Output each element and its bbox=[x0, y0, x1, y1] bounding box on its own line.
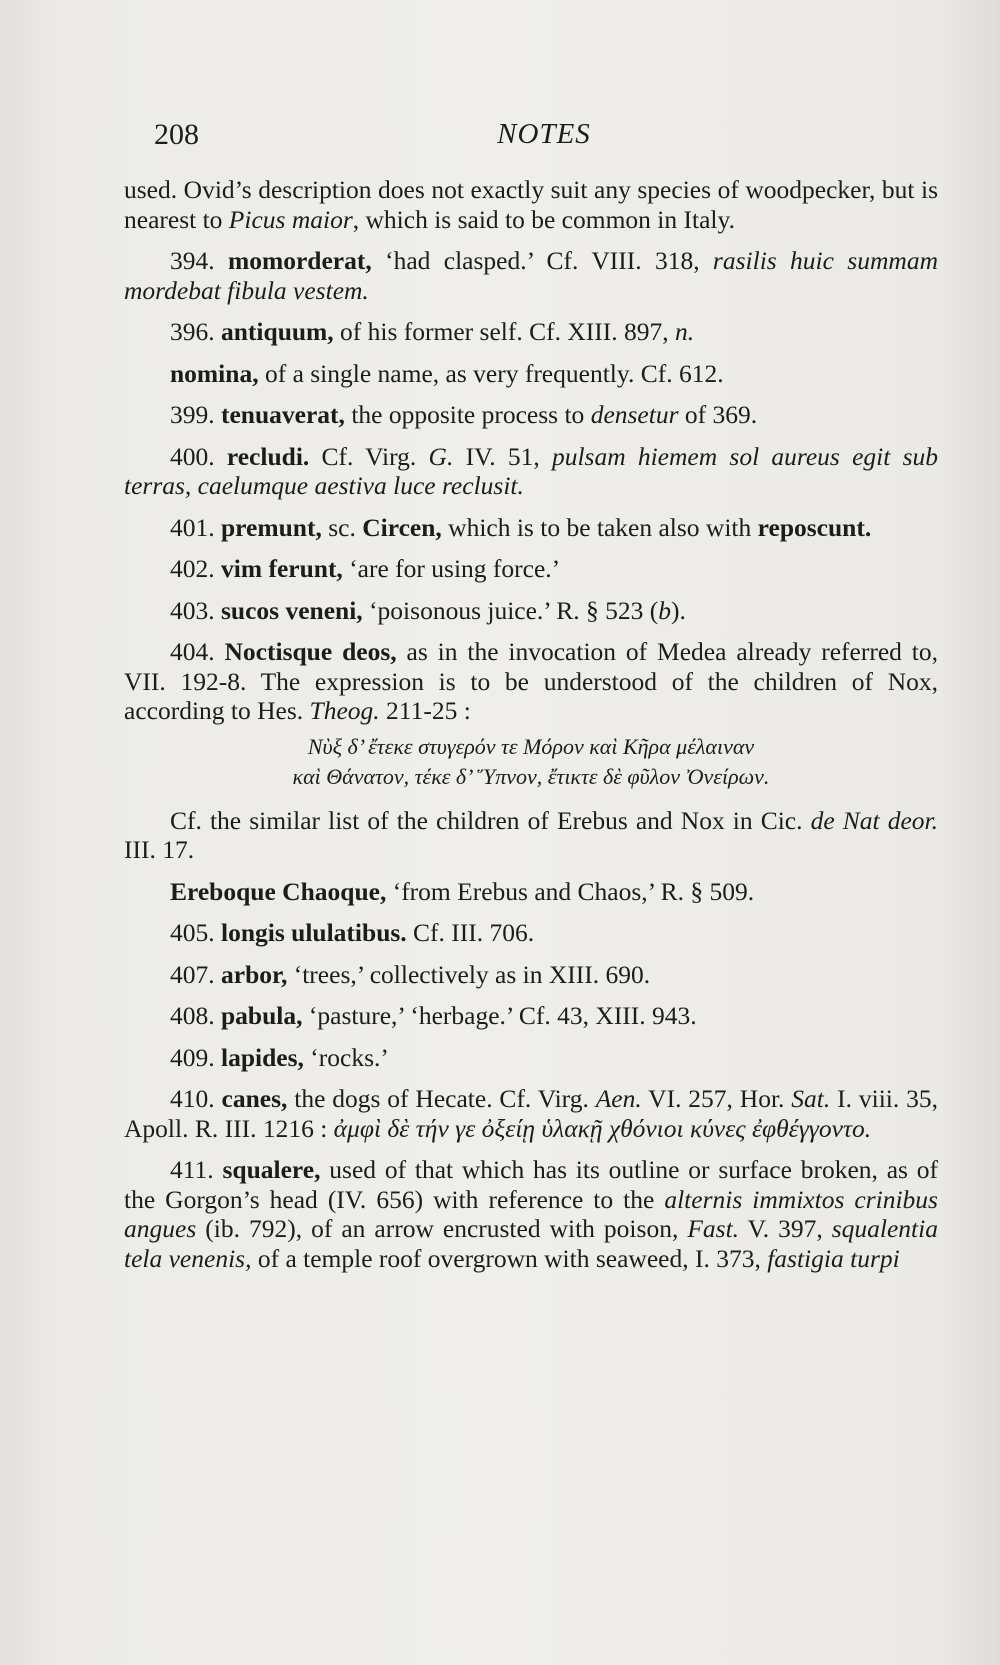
note-continuation bbox=[124, 175, 938, 234]
note-text: ‘rocks.’ bbox=[303, 1042, 389, 1072]
note-410 bbox=[124, 1084, 938, 1143]
note-text: ‘pasture,’ ‘herbage.’ Cf. 43, XIII. 943. bbox=[302, 1001, 697, 1030]
work-title: G. bbox=[428, 441, 454, 471]
note-text: of a temple roof overgrown with seaweed, I. 373, bbox=[251, 1243, 768, 1273]
note-text: of his former self. Cf. XIII. 897, bbox=[333, 317, 676, 346]
lemma: Ereboque Chaoque, bbox=[170, 876, 387, 906]
lemma: recludi. bbox=[226, 441, 310, 471]
note-text: Cf. III. 706. bbox=[406, 918, 535, 947]
note-text: of a single name, as very frequently. Cf. 612. bbox=[258, 358, 724, 388]
note-404 bbox=[124, 637, 938, 726]
lemma: sucos veneni, bbox=[221, 595, 363, 625]
lemma: canes, bbox=[221, 1084, 288, 1113]
lemma: squalere, bbox=[222, 1155, 321, 1184]
work-title: Sat. bbox=[791, 1084, 831, 1113]
note-399 bbox=[124, 400, 938, 430]
note-text: ‘are for using force.’ bbox=[342, 554, 561, 583]
latin-quote: squalentia tela venenis, bbox=[124, 1214, 938, 1273]
note-ereboque bbox=[124, 877, 938, 907]
lemma: arbor, bbox=[221, 959, 288, 989]
note-408 bbox=[124, 1001, 938, 1031]
note-text: used of that which has its outline or surface broken, as of the Gorgon’s head (IV. 656) with reference to the bbox=[124, 1155, 938, 1214]
note-text: III. 17. bbox=[124, 835, 195, 864]
species-name: Picus maior bbox=[228, 204, 353, 234]
running-head: NOTES bbox=[497, 118, 591, 150]
note-text: ). bbox=[671, 595, 686, 625]
lemma: premunt, bbox=[221, 512, 322, 542]
note-text: of 369. bbox=[678, 400, 758, 429]
greek-line: Νὺξ δ’ ἔτεκε στυγερόν τε Μόρον καὶ Κῆρα μέλαιναν bbox=[307, 733, 755, 759]
page-header bbox=[154, 118, 934, 162]
lemma: Noctisque deos, bbox=[224, 637, 397, 666]
page-number: 208 bbox=[154, 118, 199, 151]
line-number: 409. bbox=[170, 1042, 221, 1072]
lemma: nomina, bbox=[170, 358, 259, 388]
greek-line: καὶ Θάνατον, τέκε δ’ Ὕπνον, ἔτικτε δὲ φῦλον Ὀνείρων. bbox=[292, 763, 770, 789]
note-text: 211-25 : bbox=[379, 696, 471, 725]
note-text: used. Ovid’s description does not exactly suit any species of woodpecker, but is nearest to bbox=[124, 175, 938, 234]
line-number: 399. bbox=[170, 400, 221, 429]
greek-quotation bbox=[124, 732, 938, 792]
notes-body bbox=[124, 175, 938, 1285]
lemma: antiquum, bbox=[221, 317, 334, 346]
note-text: IV. 51, bbox=[453, 441, 552, 471]
note-409 bbox=[124, 1043, 938, 1073]
line-number: 404. bbox=[170, 637, 225, 666]
reference: n. bbox=[675, 317, 695, 346]
lemma: lapides, bbox=[221, 1042, 304, 1072]
work-title: de Nat deor. bbox=[810, 805, 938, 835]
note-405 bbox=[124, 918, 938, 948]
latin-quote: alternis immixtos crinibus angues bbox=[124, 1184, 938, 1243]
note-text: which is to be taken also with bbox=[441, 512, 758, 542]
line-number: 402. bbox=[170, 554, 221, 583]
note-text: , which is said to be common in Italy. bbox=[352, 204, 735, 234]
work-title: Aen. bbox=[595, 1084, 642, 1113]
lemma: tenuaverat, bbox=[221, 400, 345, 429]
note-text: Cf. the similar list of the children of Erebus and Nox in Cic. bbox=[170, 805, 811, 835]
latin-quote: fastigia turpi bbox=[767, 1243, 900, 1273]
note-404-cf bbox=[124, 806, 938, 865]
latin-quote: rasilis huic summam mordebat fibula vestem. bbox=[124, 246, 938, 305]
lemma: vim ferunt, bbox=[221, 554, 343, 583]
note-text: as in the invocation of Medea already referred to, VII. 192-8. The expression is to be understood of the children of Nox, according to Hes. bbox=[124, 637, 939, 725]
note-text: Cf. Virg. bbox=[309, 441, 429, 471]
work-title: Fast. bbox=[687, 1214, 740, 1243]
note-407 bbox=[124, 960, 938, 990]
note-text: sc. bbox=[321, 512, 363, 542]
note-396 bbox=[124, 317, 938, 347]
line-number: 407. bbox=[170, 959, 221, 989]
line-number: 410. bbox=[170, 1084, 222, 1113]
note-text: VI. 257, Hor. bbox=[641, 1084, 792, 1113]
lemma: momorderat, bbox=[227, 246, 372, 275]
line-number: 394. bbox=[170, 246, 228, 275]
note-401 bbox=[124, 513, 938, 543]
note-403 bbox=[124, 596, 938, 626]
lemma: reposcunt. bbox=[757, 512, 872, 542]
line-number: 408. bbox=[170, 1001, 221, 1030]
note-402 bbox=[124, 554, 938, 584]
note-nomina bbox=[124, 359, 938, 389]
note-text: ‘had clasped.’ Cf. VIII. 318, bbox=[371, 246, 713, 275]
note-400 bbox=[124, 442, 938, 501]
note-394 bbox=[124, 246, 938, 305]
note-text: ‘from Erebus and Chaos,’ R. § 509. bbox=[386, 876, 755, 906]
note-text: the dogs of Hecate. Cf. Virg. bbox=[287, 1084, 596, 1113]
note-text: ‘poisonous juice.’ R. § 523 ( bbox=[362, 595, 659, 625]
lemma: pabula, bbox=[221, 1001, 303, 1030]
note-text: (ib. 792), of an arrow encrusted with poison, bbox=[196, 1214, 688, 1243]
lemma: longis ululatibus. bbox=[221, 918, 407, 947]
latin-quote: densetur bbox=[590, 400, 679, 429]
work-title: Theog. bbox=[309, 696, 380, 725]
note-text: ‘trees,’ collectively as in XIII. 690. bbox=[287, 959, 651, 989]
reference: b bbox=[658, 595, 672, 625]
note-text: V. 397, bbox=[739, 1214, 832, 1243]
line-number: 405. bbox=[170, 918, 221, 947]
line-number: 401. bbox=[170, 512, 221, 542]
note-text: I. viii. 35, Apoll. R. III. 1216 : bbox=[124, 1084, 938, 1143]
line-number: 403. bbox=[170, 595, 221, 625]
line-number: 411. bbox=[170, 1155, 223, 1184]
latin-quote: pulsam hiemem sol aureus egit sub terras, caelumque aestiva luce reclusit. bbox=[124, 441, 938, 500]
note-text: the opposite process to bbox=[344, 400, 591, 429]
line-number: 396. bbox=[170, 317, 221, 346]
lemma: Circen, bbox=[362, 512, 442, 542]
note-411 bbox=[124, 1155, 938, 1273]
line-number: 400. bbox=[170, 441, 227, 471]
greek-quotation: ἀμφὶ δὲ τήν γε ὀξείῃ ὑλακῇ χθόνιοι κύνες ἐφθέγγοντο. bbox=[333, 1113, 872, 1143]
